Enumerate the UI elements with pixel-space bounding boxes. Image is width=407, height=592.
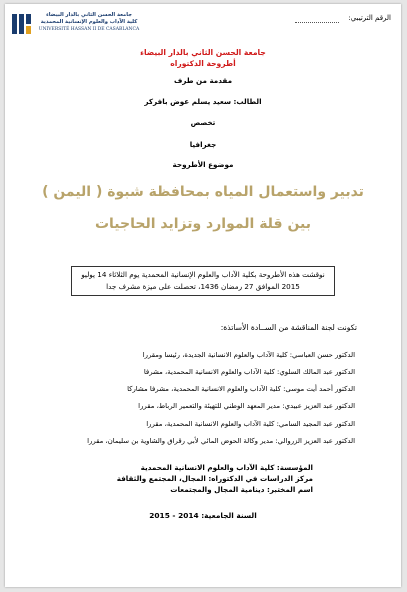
jury-member: الدكتور عبد المجيد السامي: كلية الآداب والعلوم الانسانية المحمدية، مقررا <box>146 420 355 428</box>
lab-name: اسم المختبر: دينامية المجال والمجتمعات <box>170 485 313 494</box>
university-name: جامعة الحسن الثاني بالدار البيضاء <box>140 48 266 57</box>
reference-number-blank <box>295 22 339 23</box>
thesis-title-line1: تدبير واستعمال المياه بمحافظة شبوة ( اليمن ) <box>42 184 364 200</box>
jury-member: الدكتور عبد العزيز عبيدي: مدير المعهد الوطني للتهيئة والتعمير الرباط، مقررا <box>138 402 355 410</box>
jury-member: الدكتور عبد العزيز الزروالي: مدير وكالة الحوض المائي لأبي رقراق والشاوية بن سليمان، مقررا <box>87 437 355 445</box>
specialty-label: تخصص <box>190 118 216 127</box>
jury-member: الدكتور عبد المالك السلوي: كلية الآداب والعلوم الانسانية المحمدية، مشرفا <box>143 368 355 376</box>
thesis-type: أطروحة الدكتوراه <box>170 59 236 68</box>
topic-label: موضوع الأطروحة <box>172 160 234 169</box>
jury-intro: تكونت لجنة المناقشة من الســادة الأساتذة: <box>220 323 357 332</box>
defense-note-box <box>71 266 335 296</box>
jury-member: الدكتور حسن العباسي: كلية الآداب والعلوم الانسانية الجديدة، رئيسا ومقررا <box>142 351 355 359</box>
university-logo <box>11 10 141 40</box>
thesis-title-line2: بين قلة الموارد وتزايد الحاجيات <box>94 216 312 232</box>
university-emblem-icon <box>11 12 33 36</box>
defense-note: نوقشت هذه الأطروحة بكلية الآداب والعلوم الإنسانية المحمدية يوم الثلاثاء 14 يوليو 2015 الموافق 27 رمضان 1436، تحصلت على ميزة مشرف جدا <box>81 270 325 291</box>
academic-year: السنة الجامعية: 2014 - 2015 <box>149 511 257 520</box>
document-page <box>5 4 401 587</box>
jury-member: الدكتور أحمد أيت موسى: كلية الآداب والعلوم الانسانية المحمدية، مشرفا مشاركا <box>127 385 355 393</box>
institution: المؤسسة: كلية الآداب والعلوم الانسانية المحمدية <box>140 463 313 472</box>
logo-text-ar: جامعة الحسن الثاني بالدار البيضاء كلية الآداب والعلوم الإنسانية المحمدية <box>40 12 138 25</box>
reference-number-label: الرقم الترتيبي: <box>348 14 391 22</box>
research-center: مركز الدراسات في الدكتوراه: المجال، المجتمع والثقافة <box>116 474 313 483</box>
specialty: جغرافيا <box>189 140 217 149</box>
presented-by: مقدمة من طرف <box>173 76 233 85</box>
student-name: الطالب: سعيد يسلم عوض بافركر <box>144 97 262 106</box>
logo-text-fr: UNIVERSITÉ HASSAN II DE CASABLANCA <box>38 27 140 32</box>
